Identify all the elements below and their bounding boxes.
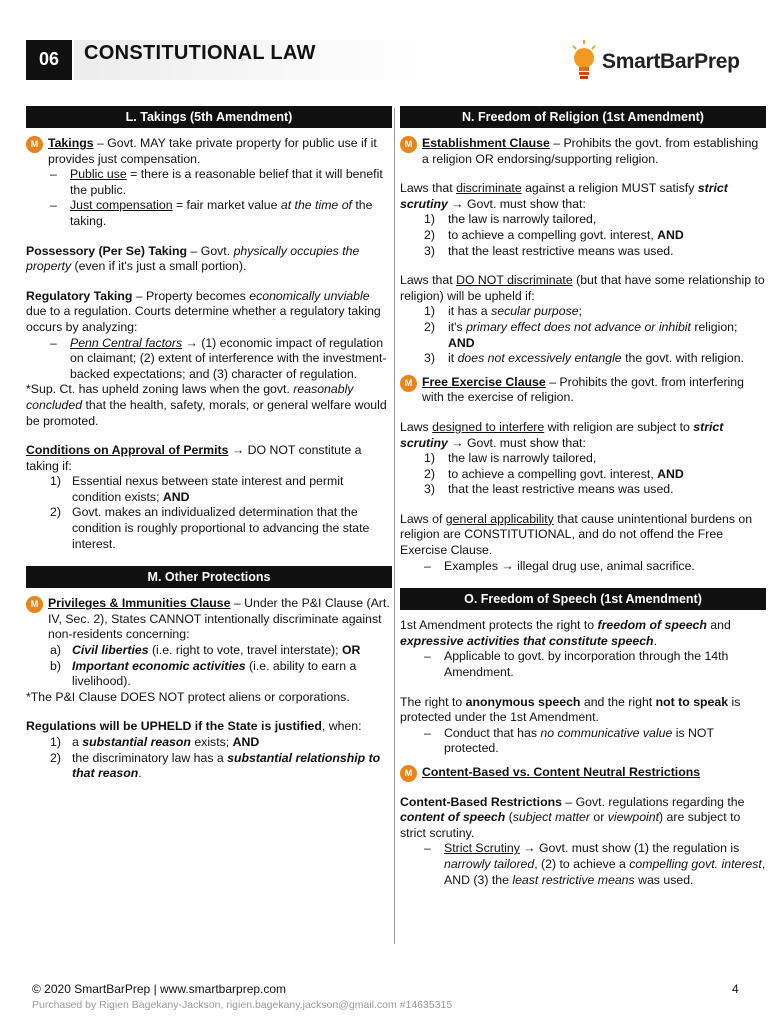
list-item: – Conduct that has no communicative value is NOT protected. bbox=[424, 725, 714, 756]
list-item: 1) the law is narrowly tailored, bbox=[424, 451, 597, 466]
page-number: 4 bbox=[732, 982, 739, 996]
upheld-heading: Regulations will be UPHELD if the State is justified, when: bbox=[26, 719, 362, 734]
list-item: – Examples → illegal drug use, animal sacrifice. bbox=[424, 558, 695, 573]
section-o-heading: O. Freedom of Speech (1st Amendment) bbox=[400, 588, 766, 610]
content-based-restrictions: Content-Based Restrictions – Govt. regulations regarding the content of speech (subject matter or viewpoint) are subject to strict scrutiny. bbox=[400, 794, 745, 840]
list-item: 3) that the least restrictive means was used. bbox=[424, 482, 674, 497]
possessory-taking: Possessory (Per Se) Taking – Govt. physically occupies the property (even if it's just a small portion). bbox=[26, 243, 360, 274]
permit-conditions: Conditions on Approval of Permits → DO NOT constitute a taking if: bbox=[26, 443, 362, 473]
section-l-heading: L. Takings (5th Amendment) bbox=[26, 106, 392, 128]
general-applicability: Laws of general applicability that cause unintentional burdens on religion are CONSTITUTIONAL, and do not offend the Free Exercise Clause. bbox=[400, 511, 753, 558]
purchased-watermark: Purchased by Rigien Bagekany-Jackson, rigien.bagekany.jackson@gmail.com #14635315 bbox=[32, 999, 453, 1011]
list-item: 1) a substantial reason exists; AND bbox=[50, 735, 260, 749]
left-column bbox=[26, 106, 392, 782]
list-item: 1) the law is narrowly tailored, bbox=[424, 212, 597, 227]
establishment-clause: M Establishment Clause – Prohibits the govt. from establishing a religion OR endorsing/supporting religion. bbox=[400, 136, 766, 167]
list-item: a) Civil liberties (i.e. right to vote, travel interstate); OR bbox=[50, 643, 361, 658]
m-badge-icon: M bbox=[26, 596, 43, 613]
logo: SmartBarPrep bbox=[602, 50, 740, 73]
list-item: 2) to achieve a compelling govt. interest, AND bbox=[424, 466, 684, 481]
speech-intro: 1st Amendment protects the right to freedom of speech and expressive activities that constitute speech. bbox=[400, 618, 731, 648]
chapter-number: 06 bbox=[26, 40, 72, 80]
list-item: 2) to achieve a compelling govt. interest, AND bbox=[424, 227, 684, 242]
footer-copyright: © 2020 SmartBarPrep | www.smartbarprep.com bbox=[32, 982, 287, 996]
right-column bbox=[400, 106, 766, 888]
not-discriminate-paragraph: Laws that DO NOT discriminate (but that have some relationship to religion) will be upheld if: bbox=[400, 273, 765, 303]
m-badge-icon: M bbox=[400, 765, 417, 782]
list-item: 3) that the least restrictive means was used. bbox=[424, 243, 674, 258]
discriminate-paragraph: Laws that discriminate against a religion MUST satisfy strict scrutiny → Govt. must show that: bbox=[400, 181, 728, 211]
list-item: 3) it does not excessively entangle the govt. with religion. bbox=[424, 351, 745, 366]
list-item: – Public use = there is a reasonable belief that it will benefit the public. bbox=[50, 167, 383, 197]
list-item: – Just compensation = fair market value at the time of the taking. bbox=[50, 198, 373, 228]
m-badge-icon: M bbox=[26, 136, 43, 153]
column-divider bbox=[394, 108, 395, 944]
free-exercise-clause: M Free Exercise Clause – Prohibits the govt. from interfering with the exercise of religion. bbox=[400, 375, 766, 406]
page-title: CONSTITUTIONAL LAW bbox=[84, 42, 316, 64]
takings-paragraph: M Takings – Govt. MAY take private property for public use if it provides just compensation. bbox=[26, 136, 392, 167]
section-m-heading: M. Other Protections bbox=[26, 566, 392, 588]
m-badge-icon: M bbox=[400, 136, 417, 153]
list-item: – Applicable to govt. by incorporation through the 14th Amendment. bbox=[424, 649, 729, 680]
interfere-paragraph: Laws designed to interfere with religion are subject to strict scrutiny → Govt. must show that: bbox=[400, 419, 724, 450]
m-badge-icon: M bbox=[400, 375, 417, 392]
pi-clause-paragraph: M Privileges & Immunities Clause – Under the P&I Clause (Art. IV, Sec. 2), States CANNOT intentionally discriminate against non-residents concerning: bbox=[26, 596, 392, 643]
list-item: b) Important economic activities (i.e. ability to earn a livelihood). bbox=[50, 658, 357, 689]
list-item: 1) Essential nexus between state interest and permit condition exists; AND bbox=[50, 474, 344, 504]
zoning-note: *Sup. Ct. has upheld zoning laws when the govt. reasonably concluded that the health, safety, morals, or general welfare would be promoted. bbox=[26, 382, 387, 428]
list-item: – Strict Scrutiny → Govt. must show (1) the regulation is narrowly tailored, (2) to achieve a compelling govt. interest, AND (3) the least restrictive means was used. bbox=[424, 841, 766, 887]
anonymous-speech: The right to anonymous speech and the right not to speak is protected under the 1st Amendment. bbox=[400, 694, 741, 725]
list-item: – Penn Central factors → (1) economic impact of regulation on claimant; (2) extent of interference with the investment-backed expectations; and (3) character of regulation. bbox=[50, 335, 387, 381]
section-n-heading: N. Freedom of Religion (1st Amendment) bbox=[400, 106, 766, 128]
content-based-heading: M Content-Based vs. Content Neutral Restrictions bbox=[400, 765, 766, 781]
regulatory-taking: Regulatory Taking – Property becomes economically unviable due to a regulation. Courts determine whether a regulatory taking occurs by analyzing: bbox=[26, 288, 381, 334]
list-item: 1) it has a secular purpose; bbox=[424, 304, 582, 319]
list-item: 2) the discriminatory law has a substantial relationship to that reason. bbox=[50, 750, 381, 781]
list-item: 2) Govt. makes an individualized determination that the condition is roughly proportional to advancing the state interest. bbox=[50, 505, 370, 551]
list-item: 2) it's primary effect does not advance or inhibit religion; AND bbox=[424, 319, 738, 350]
pi-note: *The P&I Clause DOES NOT protect aliens or corporations. bbox=[26, 689, 350, 704]
